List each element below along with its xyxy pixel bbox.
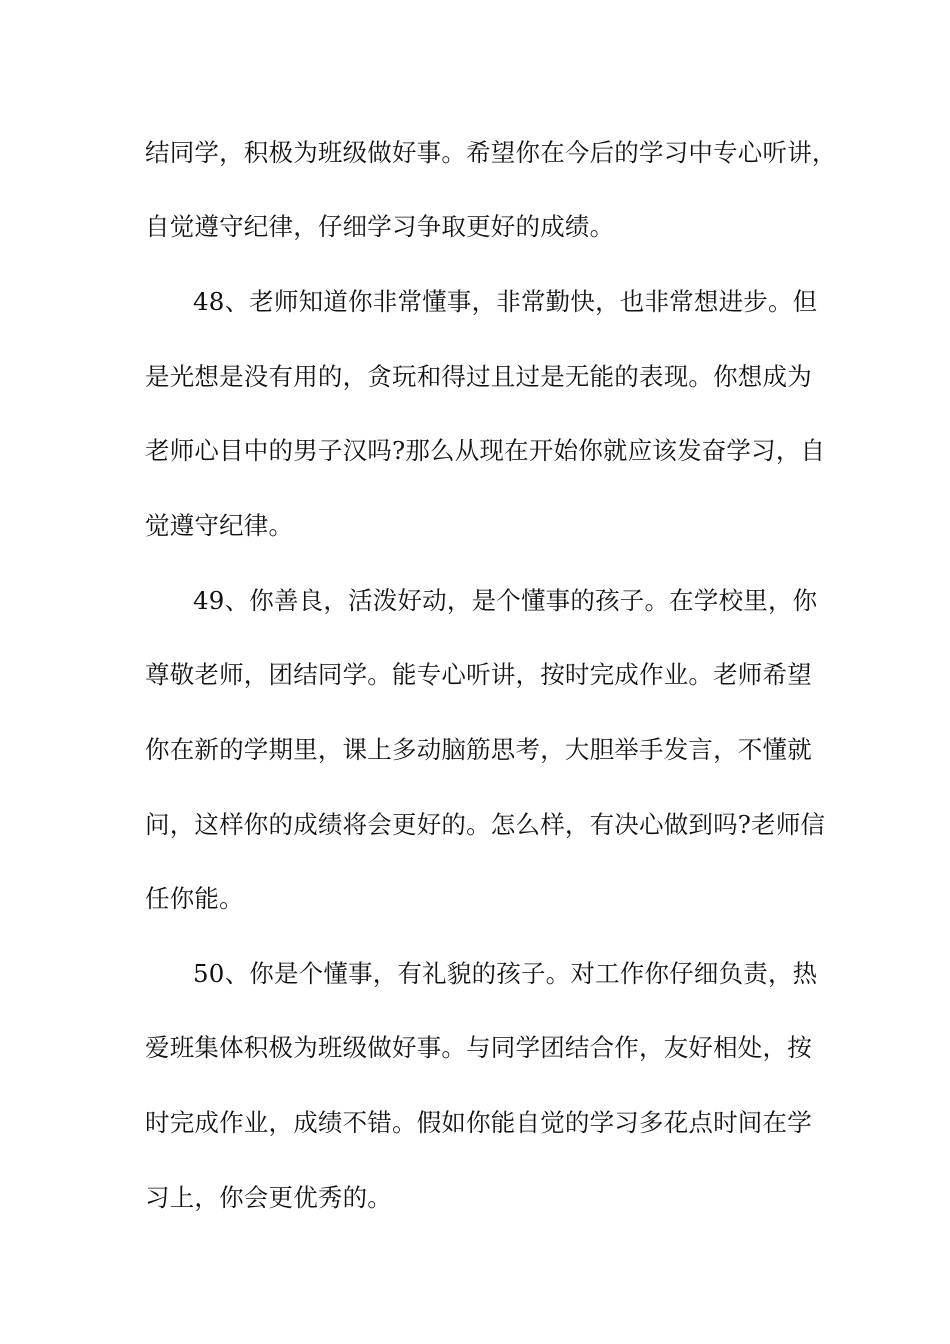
text-line: 是光想是没有用的，贪玩和得过且过是无能的表现。你想成为 [145,362,812,391]
text-line: 时完成作业，成绩不错。假如你能自觉的学习多花点时间在学 [145,1108,812,1137]
text-line: 问，这样你的成绩将会更好的。怎么样，有决心做到吗?老师信 [145,810,826,839]
text-line: 习上，你会更优秀的。 [145,1183,392,1212]
paragraph-50-start: 50、你是个懂事，有礼貌的孩子。对工作你仔细负责，热 [193,959,818,988]
text-line: 自觉遵守纪律，仔细学习争取更好的成绩。 [145,212,615,241]
text-line: 结同学，积极为班级做好事。希望你在今后的学习中专心听讲， [145,138,837,167]
paragraph-49-start: 49、你善良，活泼好动，是个懂事的孩子。在学校里，你 [193,586,818,615]
text-line: 你在新的学期里，课上多动脑筋思考，大胆举手发言，不懂就 [145,735,812,764]
text-line: 爱班集体积极为班级做好事。与同学团结合作，友好相处，按 [145,1033,812,1062]
paragraph-48-start: 48、老师知道你非常懂事，非常勤快，也非常想进步。但 [193,287,818,316]
text-line: 老师心目中的男子汉吗?那么从现在开始你就应该发奋学习，自 [145,436,826,465]
text-line: 觉遵守纪律。 [145,511,294,540]
text-line: 任你能。 [145,884,244,913]
text-line: 尊敬老师，团结同学。能专心听讲，按时完成作业。老师希望 [145,660,812,689]
